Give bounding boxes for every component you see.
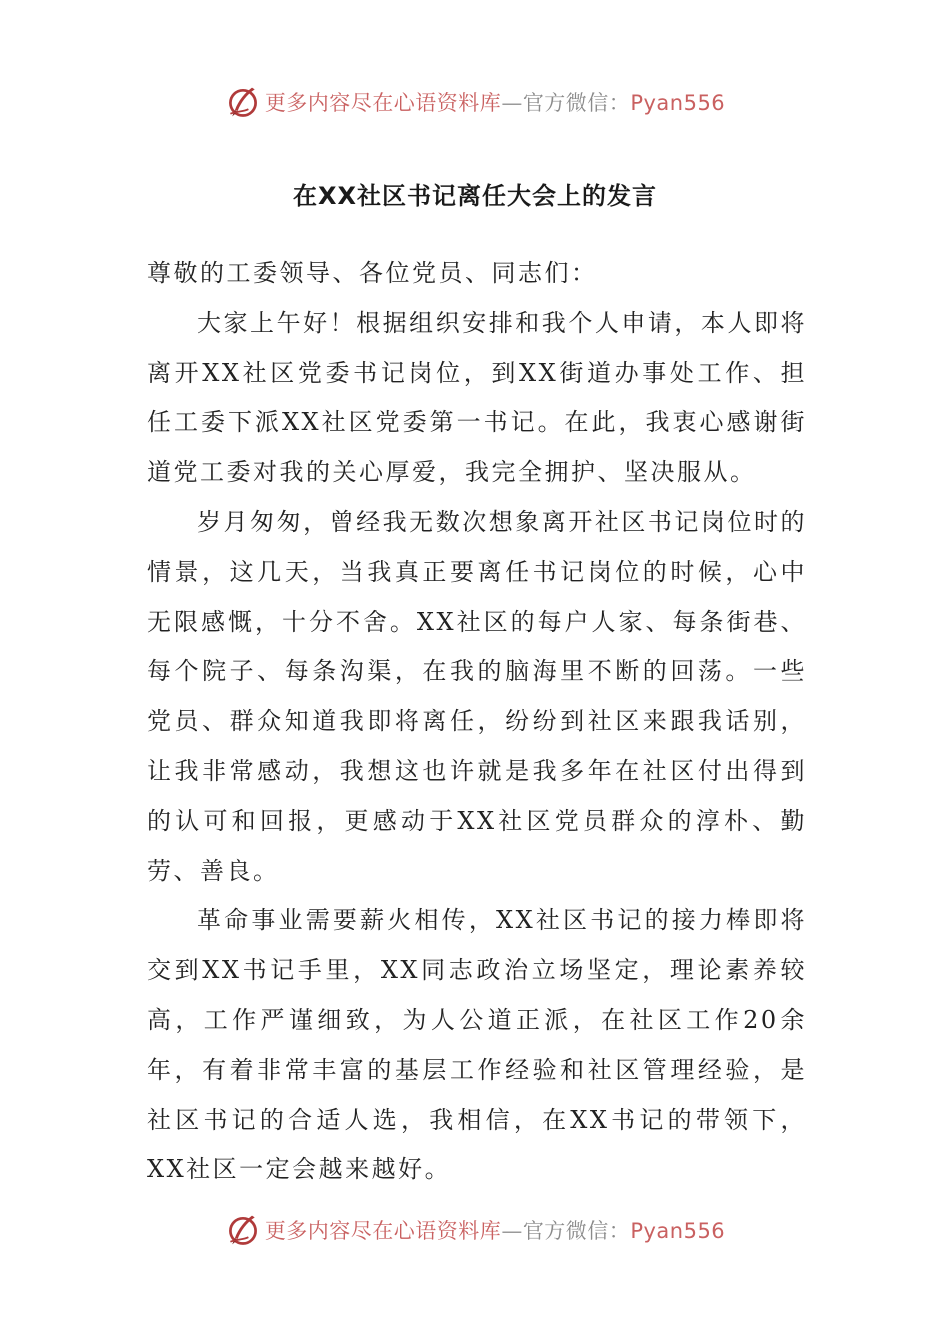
banner-text: 更多内容尽在心语资料库 [264, 91, 502, 115]
banner-separator: — [501, 91, 523, 115]
paragraph-1: 大家上午好！根据组织安排和我个人申请，本人即将离开XX社区党委书记岗位，到XX街道办事处工作、担任工委下派XX社区党委第一书记。在此，我衷心感谢街道党工委对我的关心厚爱，我完全拥护、坚决服从。 [147, 308, 807, 487]
quill-pen-logo-icon [225, 1212, 261, 1248]
banner-label: 官方微信： [522, 1219, 631, 1243]
banner-separator: — [501, 1219, 523, 1243]
paragraph-2: 岁月匆匆，曾经我无数次想象离开社区书记岗位时的情景，这几天，当我真正要离任书记岗位的时候，心中无限感慨，十分不舍。XX社区的每户人家、每条街巷、每个院子、每条沟渠，在我的脑海里不断的回荡。一些党员、群众知道我即将离任，纷纷到社区来跟我话别，让我非常感动，我想这也许就是我多年在社区付出得到的认可和回报，更感动于XX社区党员群众的淳朴、勤劳、善良。 [147, 507, 807, 885]
salutation: 尊敬的工委领导、各位党员、同志们： [147, 259, 598, 287]
document-body [147, 249, 807, 1195]
document-title: 在XX社区书记离任大会上的发言 [292, 182, 657, 210]
banner-wechat-id: Pyan556 [630, 91, 726, 115]
footer-banner [0, 1210, 950, 1250]
banner-label: 官方微信： [522, 91, 631, 115]
banner-text: 更多内容尽在心语资料库 [264, 1219, 502, 1243]
quill-pen-logo-icon [225, 84, 261, 120]
paragraph-3: 革命事业需要薪火相传，XX社区书记的接力棒即将交到XX书记手里，XX同志政治立场坚定，理论素养较高，工作严谨细致，为人公道正派，在社区工作20余年，有着非常丰富的基层工作经验和社区管理经验，是社区书记的合适人选，我相信，在XX书记的带领下，XX社区一定会越来越好。 [147, 906, 807, 1184]
banner-wechat-id: Pyan556 [630, 1219, 726, 1243]
header-banner [0, 82, 950, 122]
